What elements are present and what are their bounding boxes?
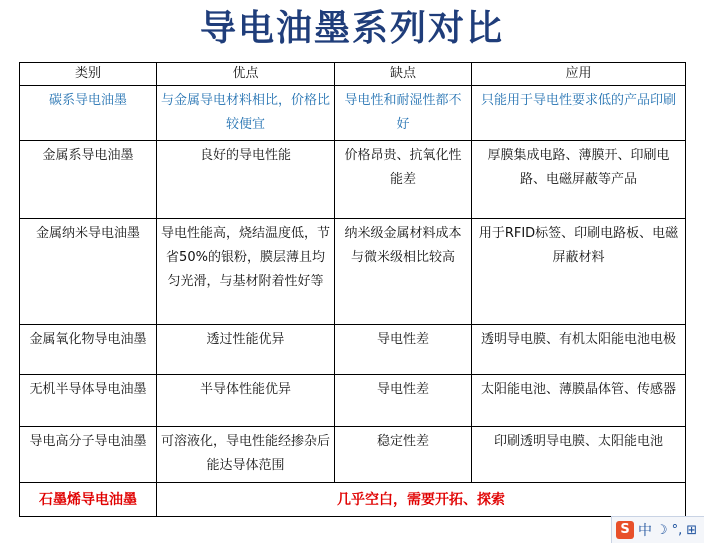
cell-category: 石墨烯导电油墨 — [20, 483, 157, 517]
cell-category: 金属氧化物导电油墨 — [20, 325, 157, 375]
header-applications: 应用 — [472, 63, 686, 86]
header-cons: 缺点 — [335, 63, 472, 86]
page-title: 导电油墨系列对比 — [199, 7, 504, 49]
cell-cons: 导电性差 — [335, 375, 472, 427]
cell-applications: 印刷透明导电膜、太阳能电池 — [472, 427, 686, 483]
sogou-logo-icon[interactable]: S — [616, 521, 634, 539]
table-header-row — [20, 63, 686, 86]
punctuation-toggle[interactable]: °, — [671, 522, 683, 538]
cell-category: 金属系导电油墨 — [20, 141, 157, 219]
cell-pros: 半导体性能优异 — [157, 375, 335, 427]
header-pros: 优点 — [157, 63, 335, 86]
cell-cons: 纳米级金属材料成本与微米级相比较高 — [335, 219, 472, 325]
moon-icon[interactable]: ☽ — [656, 522, 668, 538]
cell-cons: 导电性和耐湿性都不好 — [335, 86, 472, 141]
table-row — [20, 325, 686, 375]
comparison-table — [19, 62, 686, 517]
cell-pros: 导电性能高，烧结温度低，节省50%的银粉，膜层薄且均匀光滑，与基材附着性好等 — [157, 219, 335, 325]
cell-applications: 太阳能电池、薄膜晶体管、传感器 — [472, 375, 686, 427]
cell-applications: 厚膜集成电路、薄膜开、印刷电路、电磁屏蔽等产品 — [472, 141, 686, 219]
cell-pros: 透过性能优异 — [157, 325, 335, 375]
table-row — [20, 86, 686, 141]
cell-cons: 价格昂贵、抗氧化性能差 — [335, 141, 472, 219]
cell-category: 金属纳米导电油墨 — [20, 219, 157, 325]
ime-toolbar[interactable] — [611, 516, 704, 543]
ime-mode-toggle[interactable]: 中 — [638, 523, 652, 539]
cell-category: 无机半导体导电油墨 — [20, 375, 157, 427]
cell-applications: 透明导电膜、有机太阳能电池电极 — [472, 325, 686, 375]
table-row — [20, 375, 686, 427]
cell-cons: 导电性差 — [335, 325, 472, 375]
cell-graphene-note: 几乎空白，需要开拓、探索 — [157, 483, 686, 517]
cell-applications: 用于RFID标签、印刷电路板、电磁屏蔽材料 — [472, 219, 686, 325]
table-row-graphene — [20, 483, 686, 517]
cell-category: 导电高分子导电油墨 — [20, 427, 157, 483]
table-row — [20, 219, 686, 325]
cell-cons: 稳定性差 — [335, 427, 472, 483]
cell-applications: 只能用于导电性要求低的产品印刷 — [472, 86, 686, 141]
keyboard-icon[interactable]: ⊞ — [686, 522, 698, 538]
cell-pros: 与金属导电材料相比，价格比较便宜 — [157, 86, 335, 141]
cell-category: 碳系导电油墨 — [20, 86, 157, 141]
table-row — [20, 427, 686, 483]
table-row — [20, 141, 686, 219]
cell-pros: 良好的导电性能 — [157, 141, 335, 219]
header-category: 类别 — [20, 63, 157, 86]
cell-pros: 可溶液化，导电性能经掺杂后能达导体范围 — [157, 427, 335, 483]
